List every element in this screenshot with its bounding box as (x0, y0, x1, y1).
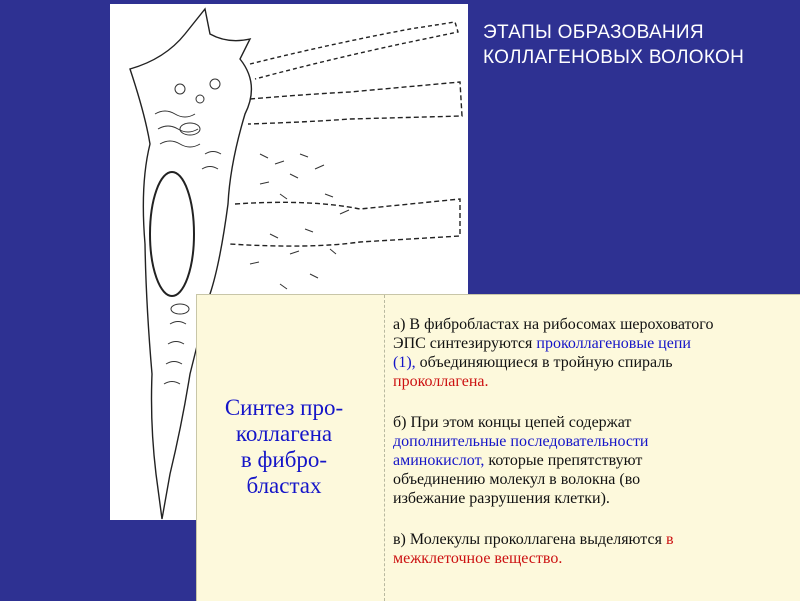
fibril-middle (248, 82, 462, 124)
para-a-ref-1: (1), (393, 354, 416, 371)
paragraph-a (393, 315, 797, 391)
para-b-line-3 (393, 451, 797, 470)
card-heading-line: в фибро- (240, 447, 328, 472)
para-a-line-2 (393, 334, 797, 353)
para-b-line-5: избежание разрушения клетки). (393, 490, 610, 507)
nucleus (150, 172, 194, 296)
para-a-line-3 (393, 353, 797, 372)
para-c-in: в (665, 531, 674, 548)
paragraph-b (393, 413, 797, 508)
slide-title-line-1: ЭТАПЫ ОБРАЗОВАНИЯ (483, 22, 704, 43)
slide-title (483, 20, 793, 70)
card-heading-line: бластах (246, 473, 322, 498)
para-b-amino-acids: аминокислот, (393, 452, 485, 469)
para-b-line-4: объединению молекул в волокна (во (393, 471, 641, 488)
para-a-line-3-text: объединяющиеся в тройную спираль (415, 354, 673, 371)
para-b-sequences: дополнительные последовательности (393, 433, 649, 450)
para-c-intercellular: межклеточное вещество. (393, 550, 563, 567)
para-c-line-1-text: в) Молекулы проколлагена выделяются (393, 531, 666, 548)
para-b-line-3-text: которые препятствуют (484, 452, 643, 469)
fibril-top (250, 22, 458, 79)
card-heading-line: Синтез про- (224, 395, 344, 420)
vesicle (196, 95, 204, 103)
para-a-procollagen: проколлагена. (393, 373, 489, 390)
para-a-procollagen-chains: проколлагеновые цепи (536, 335, 691, 352)
text-card (196, 294, 800, 601)
para-b-line-1: б) При этом концы цепей содержат (393, 414, 632, 431)
loose-fibrils (250, 154, 349, 289)
card-heading-line: коллагена (235, 421, 333, 446)
vesicle (210, 79, 220, 89)
vesicle (175, 84, 185, 94)
paragraph-c (393, 530, 797, 568)
slide-title-line-2: КОЛЛАГЕНОВЫХ ВОЛОКОН (483, 47, 745, 68)
card-heading (199, 395, 369, 499)
para-a-line-2-text: ЭПС синтезируются (393, 335, 537, 352)
mitochondrion (171, 304, 189, 314)
fibril-bottom (230, 199, 460, 246)
card-divider (384, 295, 385, 601)
para-a-line-1: а) В фибробластах на рибосомах шероховатого (393, 316, 714, 333)
card-body (393, 315, 797, 590)
para-c-line-1 (393, 530, 797, 549)
